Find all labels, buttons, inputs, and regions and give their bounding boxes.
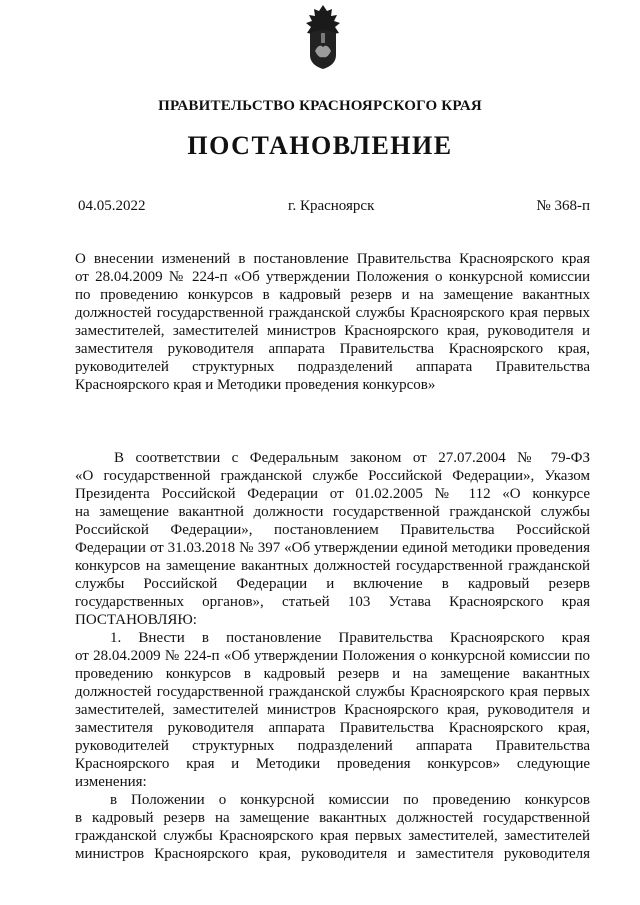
- body-line: В соответствии с Федеральным законом от 27.07.2004 № 79-ФЗ: [114, 450, 590, 466]
- government-title: ПРАВИТЕЛЬСТВО КРАСНОЯРСКОГО КРАЯ: [158, 98, 482, 114]
- body-line: «О государственной гражданской службе Российской Федерации», Указом: [75, 468, 590, 484]
- document-number: № 368-п: [536, 198, 590, 214]
- body-line: в кадровый резерв на замещение вакантных должностей государственной: [75, 810, 590, 826]
- body-line: должностей государственной гражданской службы Красноярского края первых: [75, 684, 590, 700]
- document-body: [75, 449, 590, 863]
- coat-of-arms-icon: [301, 3, 345, 71]
- body-line: от 28.04.2009 № 224-п «Об утверждении Положения о конкурсной комиссии по: [75, 648, 590, 664]
- body-line: проведению конкурсов в кадровый резерв и на замещение вакантных: [75, 666, 590, 682]
- body-line: ПОСТАНОВЛЯЮ:: [75, 612, 197, 628]
- subject-line: Красноярского края и Методики проведения конкурсов»: [75, 377, 436, 393]
- subject-line: руководителей структурных подразделений аппарата Правительства: [75, 359, 590, 375]
- body-line: заместителей, заместителей министров Красноярского края, руководителя и: [75, 702, 590, 718]
- subject-line: заместителя руководителя аппарата Правительства Красноярского края,: [75, 341, 590, 357]
- subject-line: О внесении изменений в постановление Правительства Красноярского края: [75, 251, 590, 267]
- subject-line: от 28.04.2009 № 224-п «Об утверждении Положения о конкурсной комиссии: [75, 269, 590, 285]
- body-line: службы Российской Федерации и включение в кадровый резерв: [75, 576, 590, 592]
- subject-line: заместителей, заместителей министров Красноярского края, руководителя и: [75, 323, 590, 339]
- body-line: изменения:: [75, 774, 147, 790]
- body-line: 1. Внести в постановление Правительства Красноярского края: [110, 630, 590, 646]
- body-line: Красноярского края и Методики проведения конкурсов» следующие: [75, 756, 590, 772]
- subject-line: по проведению конкурсов в кадровый резерв и на замещение вакантных: [75, 287, 590, 303]
- body-line: министров Красноярского края, руководителя и заместителя руководителя: [75, 846, 590, 862]
- document-subject: [75, 250, 590, 394]
- document-city: г. Красноярск: [288, 198, 375, 214]
- body-line: руководителей структурных подразделений аппарата Правительства: [75, 738, 590, 754]
- body-line: Президента Российской Федерации от 01.02.2005 № 112 «О конкурсе: [75, 486, 590, 502]
- document-date: 04.05.2022: [78, 198, 146, 214]
- body-line: конкурсов на замещение вакантных должностей государственной гражданской: [75, 558, 590, 574]
- body-line: в Положении о конкурсной комиссии по проведению конкурсов: [110, 792, 590, 808]
- body-line: Российской Федерации», постановлением Правительства Российской: [75, 522, 590, 538]
- document-type-title: ПОСТАНОВЛЕНИЕ: [187, 131, 453, 160]
- subject-line: должностей государственной гражданской службы Красноярского края первых: [75, 305, 590, 321]
- body-line: гражданской службы Красноярского края первых заместителей, заместителей: [75, 828, 590, 844]
- document-meta-row: [78, 198, 590, 216]
- body-line: государственных органов», статьей 103 Устава Красноярского края: [75, 594, 590, 610]
- body-line: заместителя руководителя аппарата Правительства Красноярского края,: [75, 720, 590, 736]
- body-line: на замещение вакантной должности государственной гражданской службы: [75, 504, 590, 520]
- body-line: Федерации от 31.03.2018 № 397 «Об утверждении единой методики проведения: [75, 540, 590, 556]
